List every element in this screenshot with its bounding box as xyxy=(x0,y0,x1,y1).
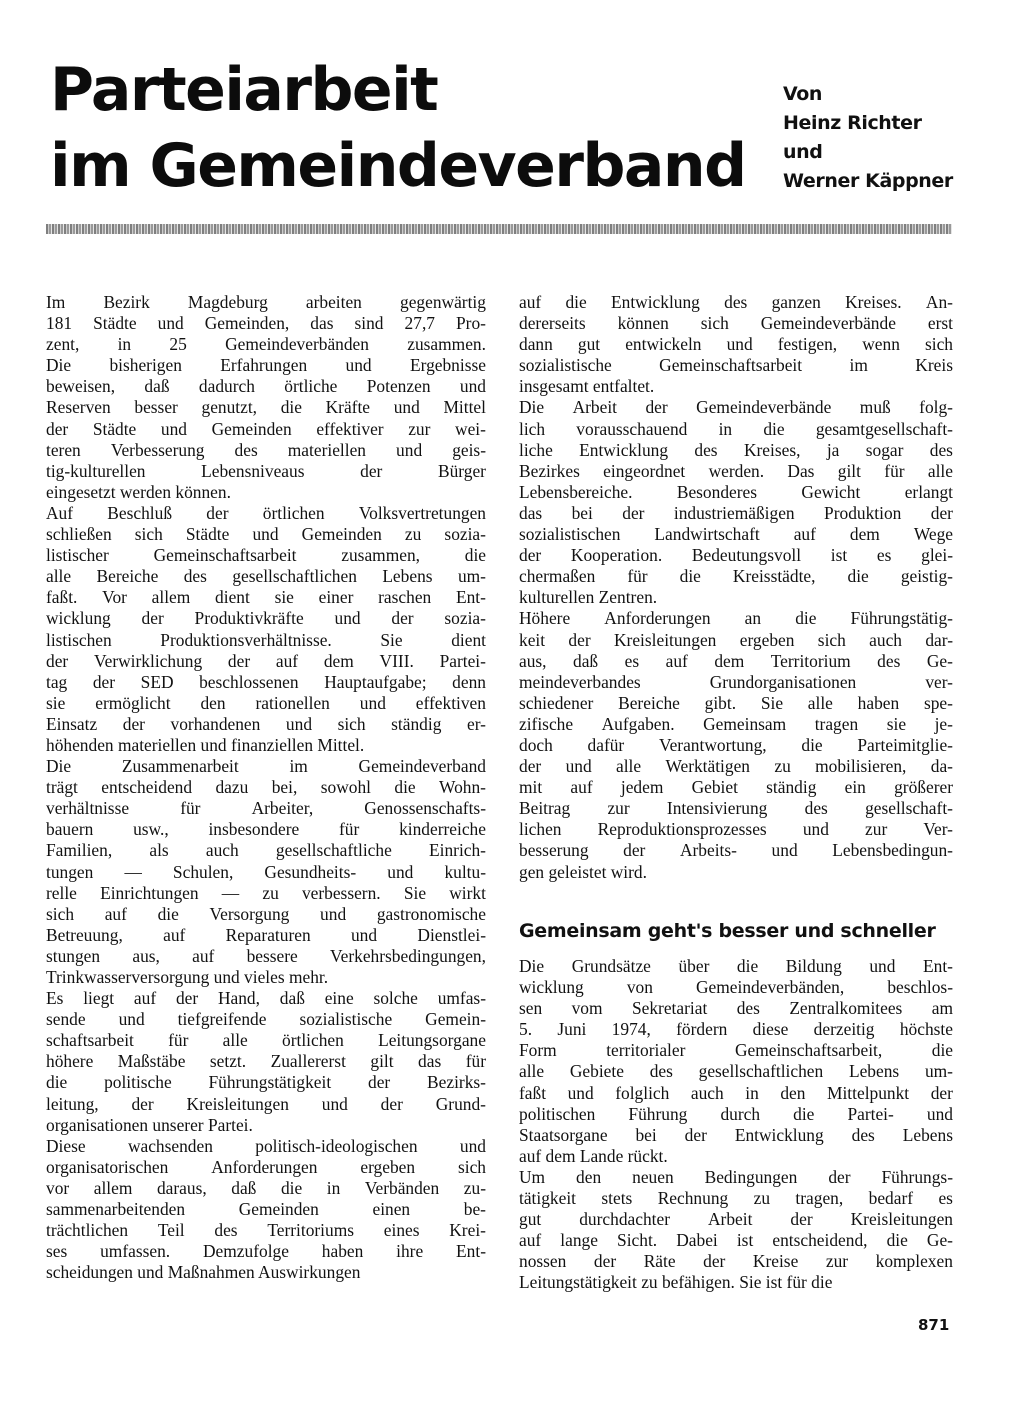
text-line: tag der SED beschlossenen Hauptaufgabe; denn xyxy=(46,671,486,692)
byline-author-1: Heinz Richter xyxy=(783,112,922,134)
text-line: Beitrag zur Intensivierung des gesellschaft- xyxy=(519,798,953,819)
text-line: politischen Führung durch die Partei- und xyxy=(519,1103,953,1124)
text-line: chermaßen für die Kreisstädte, die geistig- xyxy=(519,566,953,587)
text-line: auf dem Lande rückt. xyxy=(519,1145,668,1166)
text-line: aus, daß es auf dem Territorium des Ge- xyxy=(519,650,953,671)
text-line: beweisen, daß dadurch örtliche Potenzen und xyxy=(46,376,486,397)
text-line: Die Zusammenarbeit im Gemeindeverband xyxy=(46,756,486,777)
text-line: Reserven besser genutzt, die Kräfte und Mittel xyxy=(46,397,486,418)
text-line: trächtlichen Teil des Territoriums eines Krei- xyxy=(46,1220,486,1241)
text-line: listischen Produktionsverhältnisse. Sie dient xyxy=(46,629,486,650)
text-line: sammenarbeitenden Gemeinden einen be- xyxy=(46,1199,486,1220)
byline-author-2: Werner Käppner xyxy=(783,170,953,192)
text-line: zifische Aufgaben. Gemeinsam tragen sie je- xyxy=(519,713,953,734)
article-title-line-2: im Gemeindeverband xyxy=(50,131,746,201)
text-line: ses umfassen. Demzufolge haben ihre Ent- xyxy=(46,1241,486,1262)
text-line: Die bisherigen Erfahrungen und Ergebnisse xyxy=(46,355,486,376)
text-line: leitung, der Kreisleitungen und der Grund- xyxy=(46,1093,486,1114)
text-line: bauern usw., insbesondere für kinderreiche xyxy=(46,819,486,840)
text-line: faßt und folglich auch in den Mittelpunkt der xyxy=(519,1082,953,1103)
text-line: sozialistische Gemeinschaftsarbeit im Kreis xyxy=(519,355,953,376)
article-title-line-1: Parteiarbeit xyxy=(50,55,438,125)
text-line: organisatorischen Anforderungen ergeben sich xyxy=(46,1156,486,1177)
page-number: 871 xyxy=(918,1316,950,1334)
text-line: lich vorausschauend in die gesamtgesellschaft- xyxy=(519,418,953,439)
text-line: 181 Städte und Gemeinden, das sind 27,7 Pro- xyxy=(46,313,486,334)
text-line: listischer Gemeinschaftsarbeit zusammen, die xyxy=(46,545,486,566)
text-line: relle Einrichtungen — zu verbessern. Sie wirkt xyxy=(46,882,486,903)
text-line: nossen der Räte der Kreise zur komplexen xyxy=(519,1251,953,1272)
text-line: höhere Maßstäbe setzt. Zuallererst gilt das für xyxy=(46,1051,486,1072)
text-line: dererseits können sich Gemeindeverbände erst xyxy=(519,313,953,334)
text-line: scheidungen und Maßnahmen Auswirkungen xyxy=(46,1262,361,1283)
text-line: wicklung der Produktivkräfte und der sozia- xyxy=(46,608,486,629)
byline-und: und xyxy=(783,141,823,163)
text-line: organisationen unserer Partei. xyxy=(46,1114,253,1135)
text-line: trägt entscheidend dazu bei, sowohl die Wohn- xyxy=(46,777,486,798)
text-line: Bezirkes eingeordnet werden. Das gilt für alle xyxy=(519,460,953,481)
title-divider xyxy=(46,224,952,234)
text-line: verhältnisse für Arbeiter, Genossenschafts- xyxy=(46,798,486,819)
text-line: eingesetzt werden können. xyxy=(46,481,231,502)
text-line: stungen aus, auf bessere Verkehrsbedingungen, xyxy=(46,945,486,966)
text-line: der und alle Werktätigen zu mobilisieren, da- xyxy=(519,756,953,777)
text-line: Die Grundsätze über die Bildung und Ent- xyxy=(519,956,953,976)
text-line: höhenden materiellen und finanziellen Mittel. xyxy=(46,734,365,755)
paragraph xyxy=(46,988,486,1136)
text-line: schließen sich Städte und Gemeinden zu sozia- xyxy=(46,524,486,545)
text-line: Leitungstätigkeit zu befähigen. Sie ist für die xyxy=(519,1272,833,1293)
text-line: der Verwirklichung der auf dem VIII. Partei- xyxy=(46,650,486,671)
text-line: insgesamt entfaltet. xyxy=(519,376,655,397)
text-line: alle Bereiche des gesellschaftlichen Lebens um- xyxy=(46,566,486,587)
section-heading: Gemeinsam geht's besser und schneller xyxy=(519,920,936,942)
text-line: zent, in 25 Gemeindeverbänden zusammen. xyxy=(46,334,486,355)
text-line: Die Arbeit der Gemeindeverbände muß folg- xyxy=(519,397,953,418)
text-line: gen geleistet wird. xyxy=(519,861,647,882)
left-text-column xyxy=(46,292,486,1283)
right-text-column xyxy=(519,292,953,883)
paragraph xyxy=(519,608,953,882)
text-line: Trinkwasserversorgung und vieles mehr. xyxy=(46,967,329,987)
paragraph xyxy=(46,756,486,988)
text-line: Auf Beschluß der örtlichen Volksvertretungen xyxy=(46,502,486,523)
text-line: wicklung von Gemeindeverbänden, beschlos- xyxy=(519,977,953,998)
paragraph xyxy=(519,956,953,1167)
section-text-column xyxy=(519,956,953,1294)
paragraph xyxy=(46,503,486,756)
text-line: Lebensbereiche. Besonderes Gewicht erlangt xyxy=(519,481,953,502)
text-line: mit auf jedem Gebiet ständig ein größerer xyxy=(519,777,953,798)
text-line: Höhere Anforderungen an die Führungstätig- xyxy=(519,608,953,629)
text-line: tig-kulturellen Lebensniveaus der Bürger xyxy=(46,460,486,481)
author-byline xyxy=(783,80,993,196)
article-title xyxy=(50,52,750,204)
text-line: auf die Entwicklung des ganzen Kreises. An- xyxy=(519,292,953,312)
paragraph xyxy=(519,292,953,397)
text-line: schiedener Bereiche gibt. Sie alle haben spe- xyxy=(519,692,953,713)
text-line: Betreuung, auf Reparaturen und Dienstlei- xyxy=(46,924,486,945)
text-line: Im Bezirk Magdeburg arbeiten gegenwärtig xyxy=(46,292,486,312)
text-line: sozialistischen Landwirtschaft auf dem Wege xyxy=(519,524,953,545)
text-line: besserung der Arbeits- und Lebensbedingun- xyxy=(519,840,953,861)
paragraph xyxy=(46,292,486,503)
text-line: alle Gebiete des gesellschaftlichen Lebens um- xyxy=(519,1061,953,1082)
text-line: liche Entwicklung des Kreises, ja sogar des xyxy=(519,439,953,460)
text-line: auf lange Sicht. Dabei ist entscheidend, die Ge- xyxy=(519,1230,953,1251)
text-line: sende und tiefgreifende sozialistische Gemein- xyxy=(46,1009,486,1030)
text-line: schaftsarbeit für alle örtlichen Leitungsorgane xyxy=(46,1030,486,1051)
text-line: sich auf die Versorgung und gastronomische xyxy=(46,903,486,924)
paragraph xyxy=(519,1167,953,1294)
text-line: Um den neuen Bedingungen der Führungs- xyxy=(519,1166,953,1187)
text-line: Diese wachsenden politisch-ideologischen und xyxy=(46,1135,486,1156)
text-line: vor allem daraus, daß die in Verbänden zu- xyxy=(46,1177,486,1198)
text-line: lichen Reproduktionsprozesses und zur Ver- xyxy=(519,819,953,840)
text-line: sie ermöglicht den rationellen und effektiven xyxy=(46,692,486,713)
text-line: Es liegt auf der Hand, daß eine solche umfas- xyxy=(46,988,486,1009)
text-line: tungen — Schulen, Gesundheits- und kultu- xyxy=(46,861,486,882)
text-line: kulturellen Zentren. xyxy=(519,587,658,608)
text-line: tätigkeit stets Rechnung zu tragen, bedarf es xyxy=(519,1188,953,1209)
text-line: die politische Führungstätigkeit der Bezirks- xyxy=(46,1072,486,1093)
paragraph xyxy=(519,397,953,608)
text-line: der Kooperation. Bedeutungsvoll ist es glei- xyxy=(519,545,953,566)
text-line: das bei der industriemäßigen Produktion der xyxy=(519,502,953,523)
text-line: teren Verbesserung des materiellen und geis- xyxy=(46,439,486,460)
text-line: faßt. Vor allem dient sie einer raschen Ent- xyxy=(46,587,486,608)
paragraph xyxy=(46,1136,486,1284)
text-line: keit der Kreisleitungen ergeben sich auch dar- xyxy=(519,629,953,650)
text-line: meindeverbandes Grundorganisationen ver- xyxy=(519,671,953,692)
text-line: der Städte und Gemeinden effektiver zur wei- xyxy=(46,418,486,439)
text-line: doch dafür Verantwortung, die Parteimitglie- xyxy=(519,734,953,755)
byline-von: Von xyxy=(783,83,823,105)
text-line: 5. Juni 1974, fördern diese derzeitig höchste xyxy=(519,1019,953,1040)
text-line: Staatsorgane bei der Entwicklung des Lebens xyxy=(519,1124,953,1145)
text-line: dann gut entwickeln und festigen, wenn sich xyxy=(519,334,953,355)
text-line: Einsatz der vorhandenen und sich ständig er- xyxy=(46,713,486,734)
text-line: sen vom Sekretariat des Zentralkomitees am xyxy=(519,998,953,1019)
text-line: gut durchdachter Arbeit der Kreisleitungen xyxy=(519,1209,953,1230)
text-line: Form territorialer Gemeinschaftsarbeit, die xyxy=(519,1040,953,1061)
text-line: Familien, als auch gesellschaftliche Einrich- xyxy=(46,840,486,861)
